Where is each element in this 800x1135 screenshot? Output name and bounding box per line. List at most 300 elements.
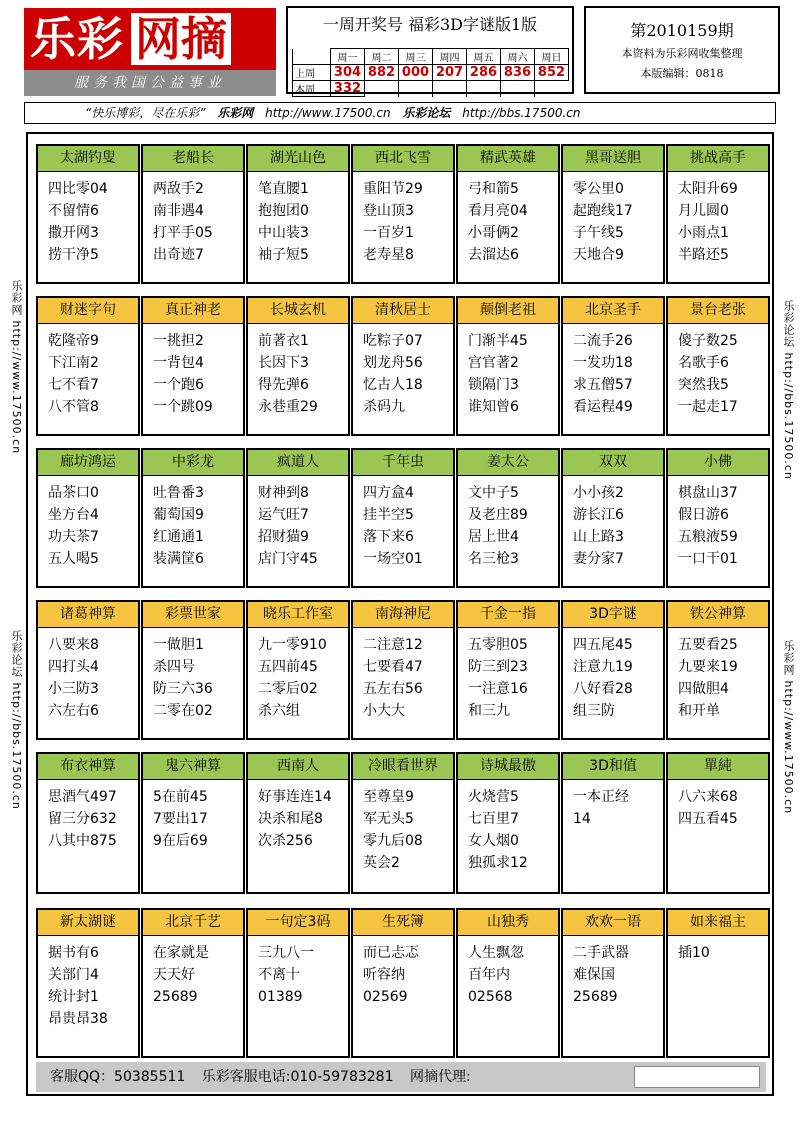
riddle-line: 笔直腰1 <box>258 181 309 197</box>
riddle-line: 一百岁1 <box>363 225 414 241</box>
riddle-line: 游长江6 <box>573 507 624 523</box>
riddle-cell <box>561 296 665 436</box>
riddle-body <box>563 628 663 722</box>
riddle-line: 一背包4 <box>153 355 204 371</box>
riddle-line: 天天好 <box>153 967 195 983</box>
draw-panel <box>286 6 574 94</box>
riddle-cell <box>36 908 140 1058</box>
riddle-cell <box>141 144 245 284</box>
riddle-line: 一发功18 <box>573 355 633 371</box>
riddle-line: 防三到23 <box>468 659 528 675</box>
riddle-line: 长因下3 <box>258 355 309 371</box>
riddle-author: 3D和值 <box>563 754 663 780</box>
riddle-body <box>668 628 768 722</box>
riddle-line: 锁隔门3 <box>468 377 519 393</box>
riddle-line: 傻子数25 <box>678 333 738 349</box>
riddle-body <box>353 936 453 1008</box>
riddle-body <box>353 628 453 722</box>
riddle-line: 划龙舟56 <box>363 355 423 371</box>
riddle-line: 火烧营5 <box>468 789 519 805</box>
riddle-line: 去溜达6 <box>468 247 519 263</box>
riddle-body <box>143 476 243 570</box>
riddle-author: 南海神尼 <box>353 602 453 628</box>
riddle-line: 五粮液59 <box>678 529 738 545</box>
riddle-cell <box>456 908 560 1058</box>
riddle-author: 中彩龙 <box>143 450 243 476</box>
riddle-line: 杀四号 <box>153 659 195 675</box>
riddle-author: 诸葛神算 <box>38 602 138 628</box>
slogan: 服务我国公益事业 <box>24 70 276 96</box>
riddle-body <box>668 172 768 266</box>
riddle-author: 千年虫 <box>353 450 453 476</box>
issue-panel <box>584 6 780 94</box>
last-week-number: 207 <box>433 65 467 81</box>
riddle-line: 25689 <box>153 989 198 1005</box>
riddle-cell <box>141 448 245 588</box>
riddle-line: 和开单 <box>678 703 720 719</box>
riddle-cell <box>246 448 350 588</box>
last-week-label: 上周 <box>293 65 331 81</box>
riddle-line: 一注意16 <box>468 681 528 697</box>
riddle-line: 功夫茶7 <box>48 529 99 545</box>
riddle-line: 运气旺7 <box>258 507 309 523</box>
riddle-line: 忆古人18 <box>363 377 423 393</box>
riddle-line: 中山装3 <box>258 225 309 241</box>
riddle-body <box>458 476 558 570</box>
riddle-line: 捞干净5 <box>48 247 99 263</box>
riddle-cell <box>666 600 770 740</box>
riddle-line: 一个跳09 <box>153 399 213 415</box>
riddle-line: 不离十 <box>258 967 300 983</box>
riddle-author: 欢欢一语 <box>563 910 663 936</box>
riddle-author: 颠倒老祖 <box>458 298 558 324</box>
riddle-cell <box>246 296 350 436</box>
riddle-line: 注意九19 <box>573 659 633 675</box>
riddle-line: 01389 <box>258 989 303 1005</box>
riddle-body <box>458 936 558 1008</box>
riddle-cell <box>561 448 665 588</box>
riddle-line: 而已忐忑 <box>363 945 419 961</box>
riddle-line: 落下来6 <box>363 529 414 545</box>
riddle-body <box>38 780 138 852</box>
riddle-cell <box>561 752 665 894</box>
riddle-cell <box>351 908 455 1058</box>
riddle-line: 起跑线17 <box>573 203 633 219</box>
riddle-cell <box>246 600 350 740</box>
riddle-line: 招财猫9 <box>258 529 309 545</box>
riddle-line: 思酒气497 <box>48 789 117 805</box>
riddle-author: 太湖钓叟 <box>38 146 138 172</box>
riddle-body <box>143 172 243 266</box>
riddle-line: 吐鲁番3 <box>153 485 204 501</box>
riddle-line: 难保国 <box>573 967 615 983</box>
riddle-line: 打平手05 <box>153 225 213 241</box>
riddle-line: 撒开网3 <box>48 225 99 241</box>
riddle-line: 独孤求12 <box>468 855 528 871</box>
riddle-line: 不留情6 <box>48 203 99 219</box>
source-note: 本资料为乐彩网收集整理 <box>621 47 743 60</box>
riddle-line: 一做胆1 <box>153 637 204 653</box>
riddle-line: 名三枪3 <box>468 551 519 567</box>
riddle-line: 五零胆05 <box>468 637 528 653</box>
riddle-line: 看运程49 <box>573 399 633 415</box>
riddle-line: 求五僧57 <box>573 377 633 393</box>
riddle-line: 5在前45 <box>153 789 208 805</box>
riddle-body <box>668 324 768 418</box>
riddle-cell <box>246 752 350 894</box>
riddle-line: 文中子5 <box>468 485 519 501</box>
riddle-line: 乾隆帝9 <box>48 333 99 349</box>
riddle-author: 西北飞雪 <box>353 146 453 172</box>
riddle-line: 四做胆4 <box>678 681 729 697</box>
riddle-grid <box>26 132 774 1096</box>
riddle-author: 景台老张 <box>668 298 768 324</box>
riddle-line: 和三九 <box>468 703 510 719</box>
riddle-line: 袖子短5 <box>258 247 309 263</box>
riddle-line: 零九后08 <box>363 833 423 849</box>
riddle-cell <box>351 448 455 588</box>
weekday: 周日 <box>535 49 569 65</box>
this-week-blank <box>467 81 501 97</box>
riddle-author: 双双 <box>563 450 663 476</box>
riddle-cell <box>456 296 560 436</box>
last-week-number: 304 <box>331 65 365 81</box>
riddle-line: 棋盘山37 <box>678 485 738 501</box>
riddle-line: 下江南2 <box>48 355 99 371</box>
riddle-body <box>38 476 138 570</box>
riddle-line: 老寿星8 <box>363 247 414 263</box>
riddle-line: 突然我5 <box>678 377 729 393</box>
riddle-line: 02569 <box>363 989 408 1005</box>
weekday: 周五 <box>467 49 501 65</box>
riddle-line: 插10 <box>678 945 710 961</box>
riddle-line: 二注意12 <box>363 637 423 653</box>
riddle-body <box>38 936 138 1030</box>
riddle-line: 防三六36 <box>153 681 213 697</box>
forum-name: 乐彩论坛 <box>402 106 451 120</box>
riddle-cell <box>36 296 140 436</box>
site-link[interactable]: http://www.17500.cn <box>265 106 391 120</box>
riddle-cell <box>456 144 560 284</box>
this-week-blank <box>501 81 535 97</box>
riddle-line: 妻分家7 <box>573 551 624 567</box>
riddle-author: 挑战高手 <box>668 146 768 172</box>
riddle-cell <box>351 600 455 740</box>
riddle-body <box>563 936 663 1008</box>
riddle-cell <box>666 296 770 436</box>
riddle-line: 五要看25 <box>678 637 738 653</box>
riddle-body <box>353 476 453 570</box>
riddle-author: 新太湖谜 <box>38 910 138 936</box>
riddle-cell <box>141 600 245 740</box>
riddle-line: 弓和箭5 <box>468 181 519 197</box>
riddle-body <box>458 628 558 722</box>
riddle-author: 單純 <box>668 754 768 780</box>
riddle-author: 一句定3码 <box>248 910 348 936</box>
riddle-line: 四打头4 <box>48 659 99 675</box>
riddle-line: 杀码九 <box>363 399 405 415</box>
riddle-line: 小三防3 <box>48 681 99 697</box>
riddle-line: 7要出17 <box>153 811 208 827</box>
riddle-body <box>38 172 138 266</box>
riddle-line: 八不管8 <box>48 399 99 415</box>
last-week-number: 836 <box>501 65 535 81</box>
riddle-cell <box>456 600 560 740</box>
riddle-body <box>668 780 768 830</box>
riddle-line: 二手武器 <box>573 945 629 961</box>
riddle-line: 在家就是 <box>153 945 209 961</box>
riddle-line: 昂贵昂38 <box>48 1011 108 1027</box>
riddle-cell <box>456 448 560 588</box>
editor-label: 本版编辑：0818 <box>640 67 724 80</box>
side-label-right-site: 乐彩网 http://www.17500.cn <box>782 640 795 815</box>
riddle-author: 生死簿 <box>353 910 453 936</box>
riddle-line: 小大大 <box>363 703 405 719</box>
riddle-author: 晓乐工作室 <box>248 602 348 628</box>
riddle-author: 长城玄机 <box>248 298 348 324</box>
riddle-line: 七要看47 <box>363 659 423 675</box>
riddle-line: 登山顶3 <box>363 203 414 219</box>
riddle-author: 诗城最傲 <box>458 754 558 780</box>
riddle-cell <box>36 448 140 588</box>
riddle-cell <box>666 144 770 284</box>
riddle-line: 二流手26 <box>573 333 633 349</box>
logo-text-2: 网摘 <box>128 10 234 68</box>
riddle-line: 14 <box>573 811 591 827</box>
riddle-line: 七不看7 <box>48 377 99 393</box>
riddle-cell <box>456 752 560 894</box>
service-qq: 客服QQ：50385511 <box>50 1069 186 1085</box>
riddle-line: 门渐半45 <box>468 333 528 349</box>
riddle-line: 9在后69 <box>153 833 208 849</box>
riddle-line: 一本正经 <box>573 789 629 805</box>
riddle-body <box>248 476 348 570</box>
riddle-line: 月儿圆0 <box>678 203 729 219</box>
riddle-line: 好事连连14 <box>258 789 332 805</box>
riddle-body <box>38 324 138 418</box>
riddle-author: 铁公神算 <box>668 602 768 628</box>
last-week-number: 000 <box>399 65 433 81</box>
riddle-author: 老船长 <box>143 146 243 172</box>
riddle-line: 一挑担2 <box>153 333 204 349</box>
riddle-author: 黑哥送胆 <box>563 146 663 172</box>
side-label-left-forum: 乐彩论坛 http://bbs.17500.cn <box>10 630 23 810</box>
riddle-body <box>248 324 348 418</box>
service-phone: 乐彩客服电话:010-59783281 <box>201 1069 394 1085</box>
riddle-line: 天地合9 <box>573 247 624 263</box>
riddle-body <box>353 172 453 266</box>
riddle-line: 一个跑6 <box>153 377 204 393</box>
riddle-cell <box>36 752 140 894</box>
riddle-author: 财迷字句 <box>38 298 138 324</box>
riddle-body <box>248 628 348 722</box>
riddle-body <box>38 628 138 722</box>
forum-link[interactable]: http://bbs.17500.cn <box>462 106 581 120</box>
riddle-cell <box>561 600 665 740</box>
riddle-line: 店门守45 <box>258 551 318 567</box>
riddle-body <box>248 172 348 266</box>
riddle-body <box>563 476 663 570</box>
riddle-body <box>458 780 558 874</box>
riddle-line: 一起走17 <box>678 399 738 415</box>
riddle-line: 六左右6 <box>48 703 99 719</box>
riddle-line: 三九八一 <box>258 945 314 961</box>
draw-table <box>292 48 569 97</box>
riddle-line: 九一零910 <box>258 637 327 653</box>
riddle-cell <box>141 752 245 894</box>
draw-corner <box>293 49 331 65</box>
riddle-line: 四五尾45 <box>573 637 633 653</box>
riddle-line: 子午线5 <box>573 225 624 241</box>
riddle-line: 九要来19 <box>678 659 738 675</box>
riddle-body <box>668 476 768 570</box>
riddle-author: 3D字谜 <box>563 602 663 628</box>
riddle-line: 二零在02 <box>153 703 213 719</box>
riddle-cell <box>351 296 455 436</box>
this-week-blank <box>535 81 569 97</box>
riddle-cell <box>246 908 350 1058</box>
riddle-line: 抱抱团0 <box>258 203 309 219</box>
weekday: 周四 <box>433 49 467 65</box>
riddle-line: 八要来8 <box>48 637 99 653</box>
riddle-body <box>248 780 348 852</box>
riddle-author: 精武英雄 <box>458 146 558 172</box>
riddle-line: 军无头5 <box>363 811 414 827</box>
riddle-body <box>353 324 453 418</box>
riddle-line: 看月亮04 <box>468 203 528 219</box>
riddle-line: 品茶口0 <box>48 485 99 501</box>
riddle-body <box>668 936 768 964</box>
riddle-line: 南非遇4 <box>153 203 204 219</box>
riddle-cell <box>141 296 245 436</box>
riddle-cell <box>246 144 350 284</box>
riddle-author: 鬼六神算 <box>143 754 243 780</box>
riddle-author: 彩票世家 <box>143 602 243 628</box>
agent-label: 网摘代理: <box>409 1069 471 1085</box>
riddle-line: 次杀256 <box>258 833 313 849</box>
riddle-line: 人生飘忽 <box>468 945 524 961</box>
last-week-number: 882 <box>365 65 399 81</box>
riddle-line: 财神到8 <box>258 485 309 501</box>
riddle-line: 出奇迹7 <box>153 247 204 263</box>
riddle-line: 及老庄89 <box>468 507 528 523</box>
riddle-line: 一场空01 <box>363 551 423 567</box>
riddle-line: 挂半空5 <box>363 507 414 523</box>
riddle-cell <box>666 908 770 1058</box>
riddle-line: 坐方台4 <box>48 507 99 523</box>
riddle-author: 布衣神算 <box>38 754 138 780</box>
riddle-body <box>143 780 243 852</box>
riddle-body <box>458 324 558 418</box>
riddle-line: 杀六组 <box>258 703 300 719</box>
riddle-cell <box>351 144 455 284</box>
riddle-line: 装满筐6 <box>153 551 204 567</box>
riddle-author: 千金一指 <box>458 602 558 628</box>
riddle-author: 山独秀 <box>458 910 558 936</box>
riddle-line: 女人烟0 <box>468 833 519 849</box>
link-bar <box>24 102 776 124</box>
riddle-author: 如来福主 <box>668 910 768 936</box>
riddle-author: 廊坊鸿运 <box>38 450 138 476</box>
riddle-line: 居上世4 <box>468 529 519 545</box>
riddle-cell <box>141 908 245 1058</box>
riddle-line: 太阳升69 <box>678 181 738 197</box>
riddle-cell <box>666 448 770 588</box>
quote: “快乐博彩，尽在乐彩” <box>85 106 206 120</box>
riddle-body <box>143 936 243 1008</box>
riddle-line: 八好看28 <box>573 681 633 697</box>
riddle-line: 两敌手2 <box>153 181 204 197</box>
last-week-number: 852 <box>535 65 569 81</box>
this-week-label: 本周 <box>293 81 331 97</box>
riddle-body <box>563 780 663 830</box>
riddle-line: 关部门4 <box>48 967 99 983</box>
this-week-blank <box>399 81 433 97</box>
riddle-line: 五四前45 <box>258 659 318 675</box>
riddle-body <box>563 324 663 418</box>
riddle-author: 北京圣手 <box>563 298 663 324</box>
riddle-line: 红通通1 <box>153 529 204 545</box>
riddle-line: 听容纳 <box>363 967 405 983</box>
riddle-author: 姜太公 <box>458 450 558 476</box>
riddle-cell <box>561 144 665 284</box>
riddle-author: 冷眼看世界 <box>353 754 453 780</box>
riddle-line: 英会2 <box>363 855 400 871</box>
riddle-line: 至尊皇9 <box>363 789 414 805</box>
riddle-line: 小小孩2 <box>573 485 624 501</box>
riddle-line: 统计封1 <box>48 989 99 1005</box>
site-name: 乐彩网 <box>217 106 254 120</box>
riddle-author: 西南人 <box>248 754 348 780</box>
riddle-line: 五左右56 <box>363 681 423 697</box>
logo-text-1: 乐彩 <box>30 12 124 66</box>
riddle-author: 小佛 <box>668 450 768 476</box>
riddle-cell <box>36 144 140 284</box>
this-week-blank <box>365 81 399 97</box>
riddle-body <box>353 780 453 874</box>
weekday: 周六 <box>501 49 535 65</box>
riddle-body <box>248 936 348 1008</box>
riddle-line: 宫官著2 <box>468 355 519 371</box>
riddle-line: 谁知曾6 <box>468 399 519 415</box>
riddle-author: 疯道人 <box>248 450 348 476</box>
issue-number: 第2010159期 <box>630 21 734 40</box>
riddle-line: 小哥俩2 <box>468 225 519 241</box>
riddle-line: 02568 <box>468 989 513 1005</box>
riddle-line: 名歌手6 <box>678 355 729 371</box>
riddle-cell <box>666 752 770 894</box>
riddle-body <box>143 628 243 722</box>
this-week-number: 332 <box>331 81 365 97</box>
side-label-left-site: 乐彩网 http://www.17500.cn <box>10 280 23 455</box>
riddle-line: 25689 <box>573 989 618 1005</box>
riddle-body <box>563 172 663 266</box>
riddle-line: 决杀和尾8 <box>258 811 323 827</box>
side-label-right-forum: 乐彩论坛 http://bbs.17500.cn <box>782 300 795 480</box>
riddle-line: 小雨点1 <box>678 225 729 241</box>
riddle-line: 七百里7 <box>468 811 519 827</box>
agent-box <box>634 1066 760 1088</box>
riddle-line: 零公里0 <box>573 181 624 197</box>
riddle-line: 组三防 <box>573 703 615 719</box>
riddle-line: 假日游6 <box>678 507 729 523</box>
riddle-body <box>143 324 243 418</box>
riddle-line: 八六来68 <box>678 789 738 805</box>
riddle-line: 八其中875 <box>48 833 117 849</box>
riddle-line: 半路还5 <box>678 247 729 263</box>
riddle-line: 前著衣1 <box>258 333 309 349</box>
riddle-line: 吃粽子07 <box>363 333 423 349</box>
